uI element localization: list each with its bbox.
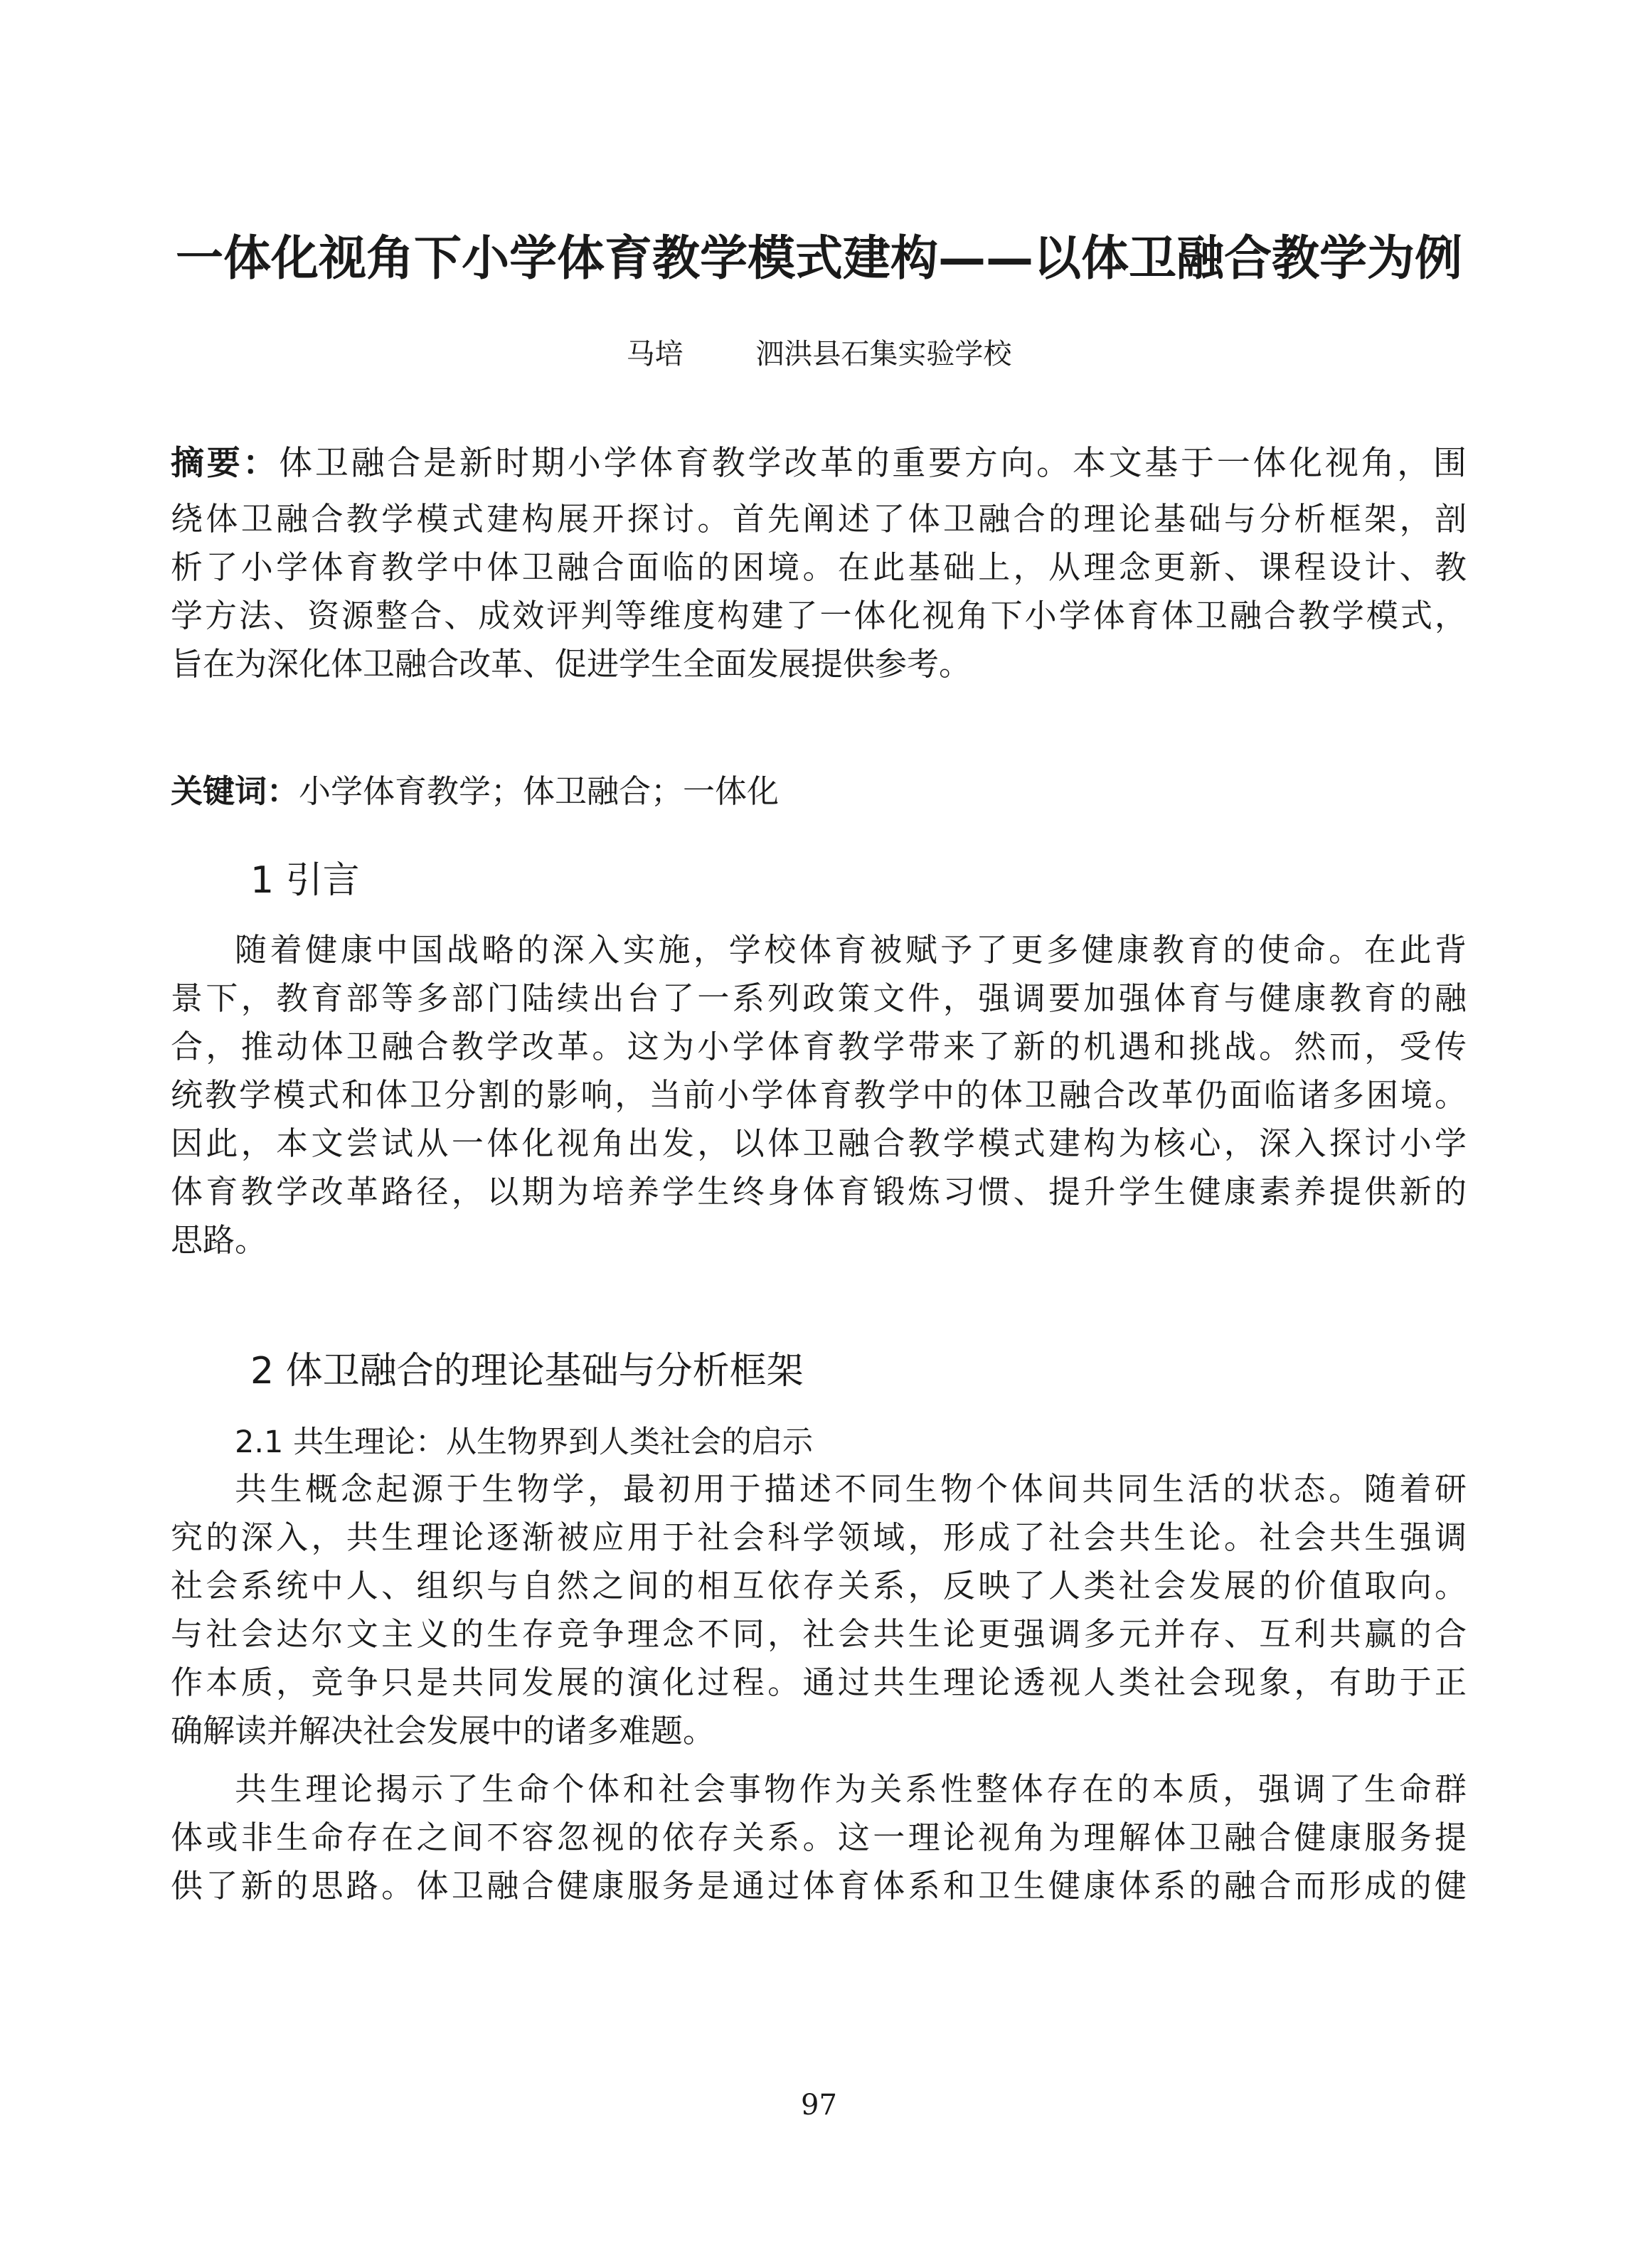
paragraph-line: 统教学模式和体卫分割的影响，当前小学体育教学中的体卫融合改革仍面临诸多困境。	[171, 1076, 1467, 1114]
paragraph-line: 思路。	[171, 1221, 267, 1259]
paragraph-line: 与社会达尔文主义的生存竞争理念不同，社会共生论更强调多元并存、互利共赢的合	[171, 1615, 1467, 1653]
subsection-heading-symbiosis: 2.1 共生理论：从生物界到人类社会的启示	[235, 1425, 814, 1460]
paragraph-line: 作本质，竞争只是共同发展的演化过程。通过共生理论透视人类社会现象，有助于正	[171, 1663, 1467, 1701]
paper-title: 一体化视角下小学体育教学模式建构——以体卫融合教学为例	[176, 230, 1462, 286]
keywords-label: 关键词：	[171, 772, 299, 810]
paragraph-line: 确解读并解决社会发展中的诸多难题。	[171, 1712, 716, 1750]
introduction-paragraph	[171, 926, 1467, 1265]
symbiosis-paragraph-1	[171, 1465, 1467, 1755]
abstract-line: 摘要：体卫融合是新时期小学体育教学改革的重要方向。本文基于一体化视角，围	[171, 444, 1467, 483]
paragraph-line: 究的深入，共生理论逐渐被应用于社会科学领域，形成了社会共生论。社会共生强调	[171, 1518, 1467, 1556]
paragraph-line: 体或非生命存在之间不容忽视的依存关系。这一理论视角为理解体卫融合健康服务提	[171, 1819, 1467, 1856]
keywords	[171, 767, 779, 816]
page-number: 97	[801, 2089, 837, 2121]
abstract-line: 绕体卫融合教学模式建构展开探讨。首先阐述了体卫融合的理论基础与分析框架，剖	[171, 500, 1467, 538]
abstract	[171, 437, 1467, 688]
author-affiliation: 泗洪县石集实验学校	[755, 338, 1012, 371]
section-heading-introduction: 1 引言	[250, 859, 360, 902]
paragraph-line: 合，推动体卫融合教学改革。这为小学体育教学带来了新的机遇和挑战。然而，受传	[171, 1028, 1467, 1065]
symbiosis-paragraph-2	[171, 1765, 1467, 1910]
paragraph-line: 体育教学改革路径，以期为培养学生终身体育锻炼习惯、提升学生健康素养提供新的	[171, 1173, 1467, 1210]
paragraph-line: 供了新的思路。体卫融合健康服务是通过体育体系和卫生健康体系的融合而形成的健	[171, 1867, 1467, 1905]
abstract-line: 学方法、资源整合、成效评判等维度构建了一体化视角下小学体育体卫融合教学模式，	[171, 597, 1467, 634]
paragraph-line: 社会系统中人、组织与自然之间的相互依存关系，反映了人类社会发展的价值取向。	[171, 1567, 1467, 1604]
abstract-label: 摘要：	[171, 444, 280, 483]
keywords-text: 小学体育教学；体卫融合；一体化	[299, 772, 780, 810]
section-heading-theory: 2 体卫融合的理论基础与分析框架	[250, 1350, 804, 1393]
paragraph-line: 因此，本文尝试从一体化视角出发，以体卫融合教学模式建构为核心，深入探讨小学	[171, 1124, 1467, 1162]
paragraph-line: 共生概念起源于生物学，最初用于描述不同生物个体间共同生活的状态。随着研	[235, 1470, 1467, 1508]
paragraph-line: 共生理论揭示了生命个体和社会事物作为关系性整体存在的本质，强调了生命群	[235, 1770, 1467, 1808]
author-name: 马培	[626, 338, 684, 371]
abstract-line: 析了小学体育教学中体卫融合面临的困境。在此基础上，从理念更新、课程设计、教	[171, 548, 1467, 586]
paragraph-line: 景下，教育部等多部门陆续出台了一系列政策文件，强调要加强体育与健康教育的融	[171, 979, 1467, 1017]
paragraph-line: 随着健康中国战略的深入实施，学校体育被赋予了更多健康教育的使命。在此背	[235, 931, 1467, 969]
byline	[0, 334, 1638, 374]
abstract-line: 旨在为深化体卫融合改革、促进学生全面发展提供参考。	[171, 645, 972, 683]
